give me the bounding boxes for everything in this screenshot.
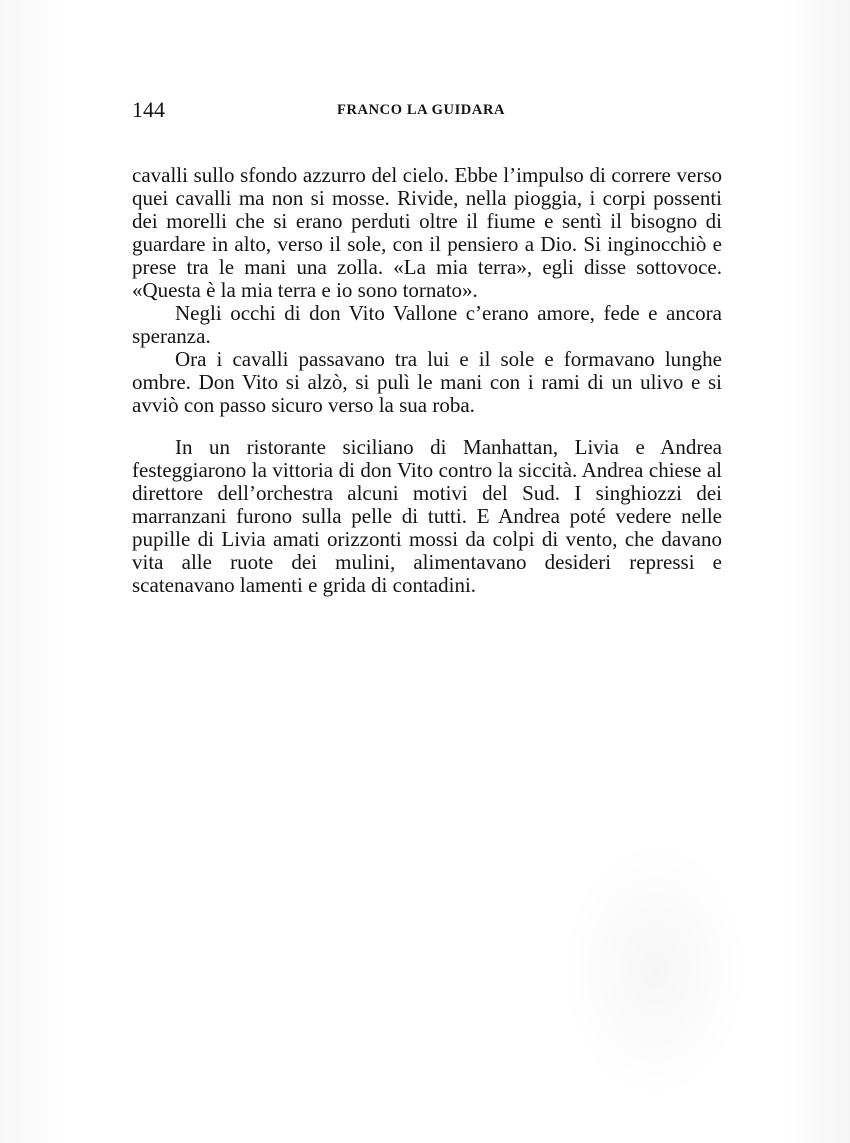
running-header [132, 96, 722, 124]
bleed-through-shadow [560, 840, 750, 1100]
paragraph-3: Ora i cavalli passavano tra lui e il sole e formavano lunghe ombre. Don Vito si alzò, si pulì le mani con i rami di un ulivo e si avviò con passo sicuro verso la sua roba. [132, 347, 722, 417]
paragraph-2: Negli occhi di don Vito Vallone c’erano amore, fede e ancora speranza. [132, 301, 722, 348]
body-text [132, 164, 722, 597]
paragraph-4: In un ristorante siciliano di Manhattan, Livia e Andrea festeggiarono la vittoria di don Vito contro la siccità. Andrea chiese al direttore dell’orchestra alcuni motivi del Sud. I singhiozzi dei marranzani furono sulla pelle di tutti. E Andrea poté vedere nelle pupille di Livia amati orizzonti mossi da colpi di vento, che davano vita alle ruote dei mulini, alimentavano desideri repressi e scatenavano lamenti e grida di contadini. [132, 435, 722, 597]
header-title: FRANCO LA GUIDARA [337, 102, 506, 118]
paragraph-1: cavalli sullo sfondo azzurro del cielo. Ebbe l’impulso di correre verso quei cavalli ma non si mosse. Rivide, nella pioggia, i corpi possenti dei morelli che si erano perduti oltre il fiume e sentì il bisogno di guardare in alto, verso il sole, con il pensiero a Dio. Si inginocchiò e prese tra le mani una zolla. «La mia terra», egli disse sottovoce. «Questa è la mia terra e io sono tornato». [132, 163, 722, 302]
page-number: 144 [132, 97, 165, 122]
